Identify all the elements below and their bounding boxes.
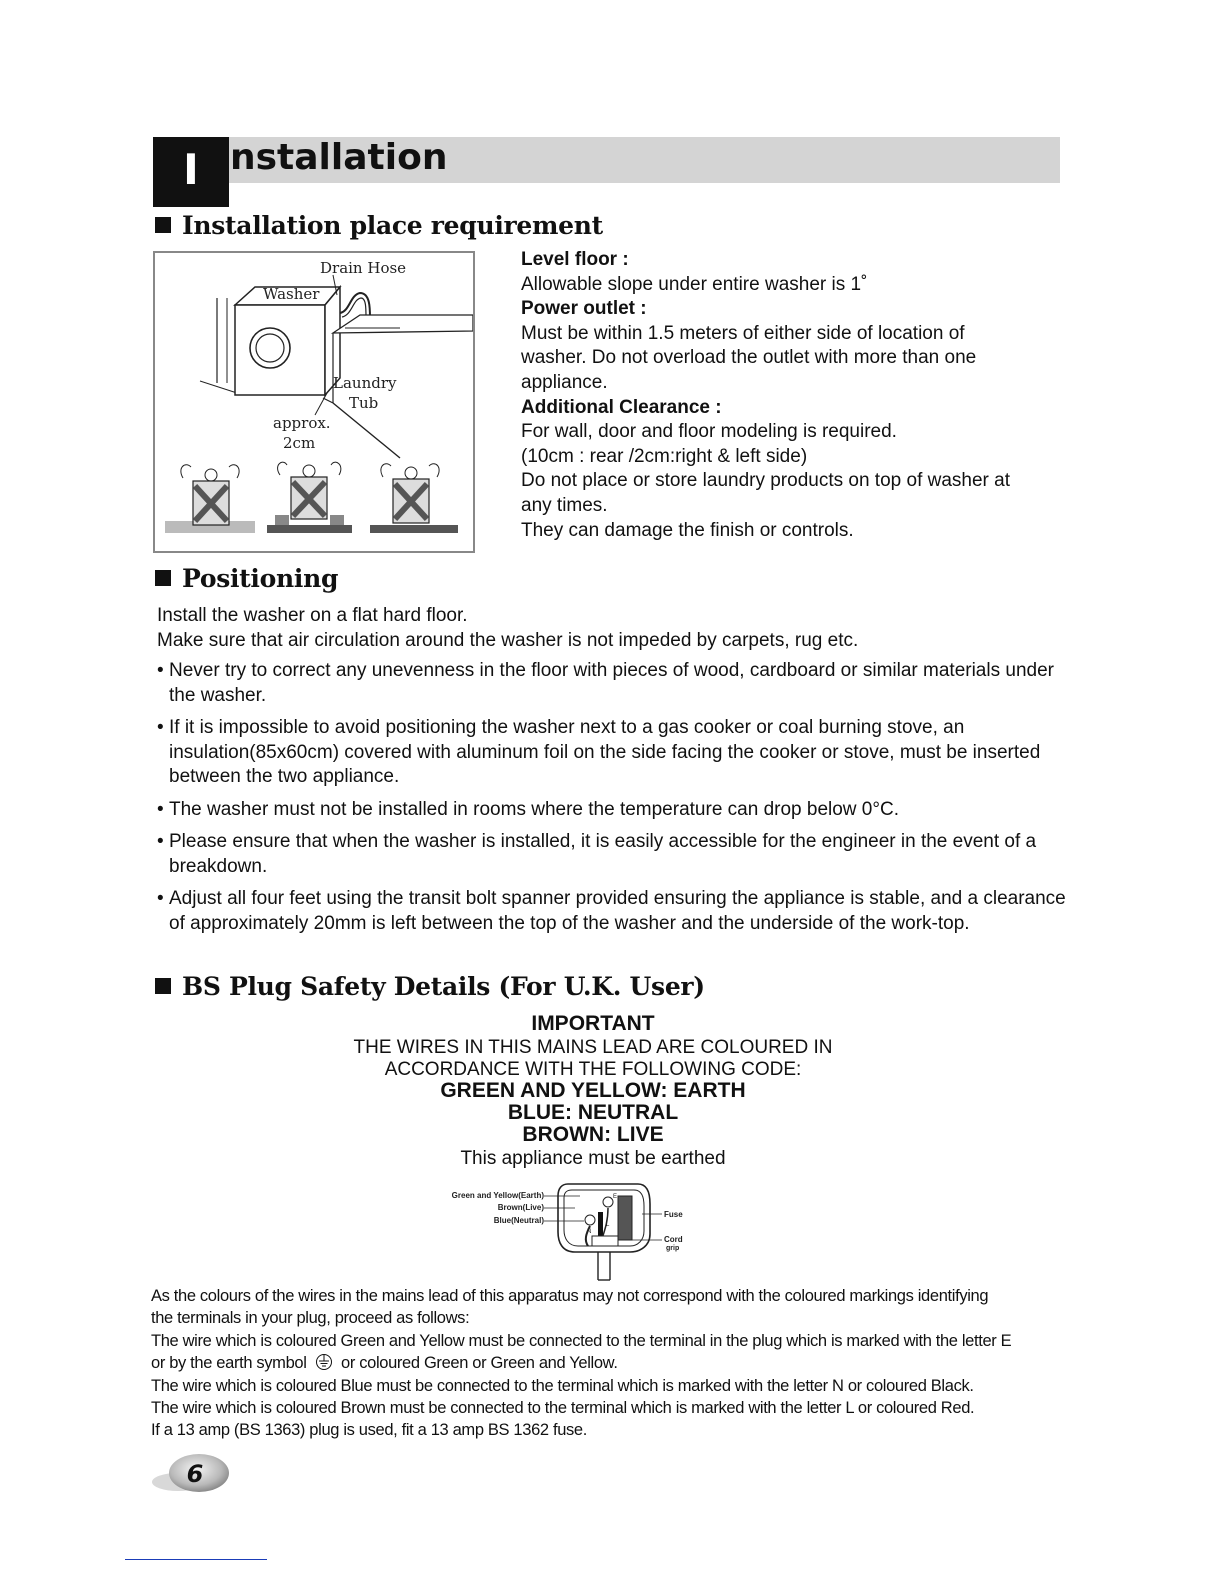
footer-divider [125,1559,267,1560]
list-item: • Please ensure that when the washer is installed, it is easily accessible for the engineer in the event of a breakdown. [157,831,1037,877]
earth-symbol-icon [314,1353,334,1371]
laundry-label: Laundry [333,374,397,392]
note-line: The wire which is coloured Blue must be connected to the terminal which is marked with the letter N or coloured Black. [151,1376,974,1395]
title-initial-block: I [153,137,229,207]
washer-label: Washer [263,285,320,303]
square-bullet-icon [155,217,171,233]
section-heading-installation-place: Installation place requirement [155,211,603,240]
earth-wire-label: Green and Yellow(Earth) [451,1191,544,1200]
earthed-notice: This appliance must be earthed [460,1148,726,1169]
important-line: THE WIRES IN THIS MAINS LEAD ARE COLOURED IN [353,1037,833,1058]
note-line: The wire which is coloured Brown must be connected to the terminal which is marked with the letter L or coloured Red. [151,1399,975,1418]
terminal-l-label: L [606,1222,610,1228]
note-line: The wire which is coloured Green and Yellow must be connected to the terminal in the plug which is marked with the letter E [151,1331,1012,1350]
important-heading: IMPORTANT [531,1012,655,1035]
list-item: • If it is impossible to avoid positioning the washer next to a gas cooker or coal burning stove, an insulation(85x60cm) covered with aluminum foil on the side facing the cooker or stove, must be inserted between the two appliance. [157,717,1041,787]
power-outlet-line: Must be within 1.5 meters of either side of location of [521,322,965,344]
neutral-code: BLUE: NEUTRAL [507,1101,679,1124]
live-wire-label: Brown(Live) [497,1203,544,1212]
neutral-wire-label: Blue(Neutral) [493,1216,544,1225]
washer-placement-illustration [155,253,473,551]
section-heading-bs-plug: BS Plug Safety Details (For U.K. User) [155,972,705,1001]
clearance-cm-label: 2cm [283,434,316,452]
important-line: ACCORDANCE WITH THE FOLLOWING CODE: [384,1059,802,1080]
earth-code: GREEN AND YELLOW: EARTH [440,1079,746,1102]
power-outlet-label: Power outlet : [521,298,647,320]
power-outlet-line: washer. Do not overload the outlet with more than one [521,347,977,369]
clearance-line: any times. [521,494,608,516]
section-heading-positioning: Positioning [155,564,338,593]
drain-hose-label: Drain Hose [320,259,407,277]
note-line: As the colours of the wires in the mains lead of this apparatus may not correspond with the coloured markings identifying [151,1287,989,1305]
level-floor-label: Level floor : [521,249,629,270]
note-line: If a 13 amp (BS 1363) plug is used, fit a 13 amp BS 1362 fuse. [151,1421,587,1440]
approx-label: approx. [273,414,331,432]
clearance-line: They can damage the finish or controls. [521,519,854,541]
fuse-label: Fuse [664,1210,683,1219]
intro-line: Make sure that air circulation around the washer is not impeded by carpets, rug etc. [157,630,859,651]
clearance-line: For wall, door and floor modeling is required. [521,421,897,443]
square-bullet-icon [155,978,171,994]
clearance-line: Do not place or store laundry products on top of washer at [521,470,1010,492]
installation-requirements [521,248,1061,543]
cord-label: Cord [664,1235,683,1244]
intro-line: Install the washer on a flat hard floor. [157,605,468,626]
plug-wiring-diagram [450,1176,710,1282]
terminal-e-label: E [613,1194,618,1200]
wiring-notes [151,1285,1081,1442]
positioning-bullet-list [157,659,1067,944]
installation-figure [153,251,475,553]
grip-label: grip [666,1245,680,1252]
page-number-badge [152,1452,232,1494]
list-item: • Adjust all four feet using the transit bolt spanner provided ensuring the appliance is stable, and a clearance of approximately 20mm is left between the top of the washer and the underside of the work-top. [157,888,1066,934]
page-title: nstallation [230,137,448,178]
level-floor-text: Allowable slope under entire washer is 1˚ [521,273,868,295]
list-item: • Never try to correct any unevenness in the floor with pieces of wood, cardboard or similar materials under the washer. [157,660,1054,706]
incorrect-carpet-icon [165,465,255,533]
live-code: BROWN: LIVE [522,1123,664,1146]
incorrect-blocks-icon [267,462,352,533]
page-number: 6 [186,1460,204,1488]
note-line: the terminals in your plug, proceed as follows: [151,1309,470,1328]
clearance-label: Additional Clearance : [521,396,722,418]
incorrect-uneven-icon [370,464,458,533]
square-bullet-icon [155,570,171,586]
positioning-intro [157,603,1067,653]
list-item: • The washer must not be installed in rooms where the temperature can drop below 0°C. [157,798,899,820]
power-outlet-line: appliance. [521,371,608,393]
note-line: or by the earth symbol or coloured Green or Green and Yellow. [151,1354,618,1373]
terminal-n-label: N [587,1229,592,1235]
clearance-line: (10cm : rear /2cm:right & left side) [521,445,808,467]
tub-label: Tub [349,394,379,412]
